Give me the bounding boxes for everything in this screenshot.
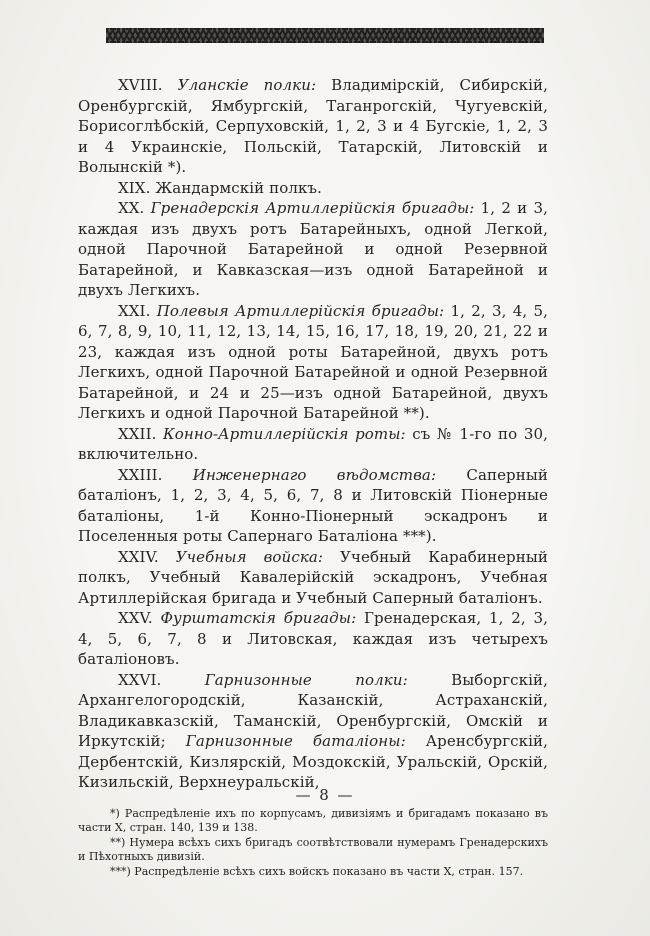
text-segment: XXI.: [118, 301, 157, 320]
footnote: [78, 836, 548, 865]
unit-category-label: Полевыя Артиллерійскія бригады:: [156, 301, 445, 320]
unit-category-label: Инженернаго вѣдомства:: [192, 465, 437, 484]
text-segment: XXV.: [118, 609, 161, 627]
footnote-text: Нумера всѣхъ сихъ бригадъ соотвѣтствовали нумерамъ Гренадерскихъ и Пѣхотныхъ дивизій.: [78, 835, 548, 863]
body-text: [78, 75, 548, 793]
text-segment: XXIV.: [118, 547, 176, 566]
unit-category-label: Фурштатскія бригады:: [160, 609, 357, 627]
text-segment: Саперный баталіонъ, 1, 2, 3, 4, 5, 6, 7, 8 и Литовскій Піонерные баталіоны, 1-й Конно-Піонерный эскадронъ и Поселенныя роты Сапернаго Баталіона ***).: [78, 465, 548, 545]
unit-category-label: Уланскіе полки:: [177, 76, 317, 94]
footnotes-block: [78, 807, 548, 880]
text-segment: XXVI.: [118, 670, 205, 689]
text-segment: Выборгскій, Архангелогородскій, Казанскій, Астраханскій, Владикавказскій, Таманскій, Оренбургскій, Омскій и Иркутскій;: [78, 670, 548, 750]
footnote: [78, 865, 548, 880]
unit-category-label: Гарнизонные полки:: [204, 670, 408, 689]
paragraph-xviii-uhlan-regiments: [78, 75, 548, 178]
text-segment: Аренсбургскій, Дербентскій, Кизлярскій, Моздокскій, Уральскій, Орскій, Кизильскій, Верхнеуральскій,: [78, 732, 548, 791]
paragraph-xxiv-training-troops: [78, 547, 548, 609]
paragraph-xxi-field-artillery-brigades: [78, 301, 548, 424]
footnote-text: Распредѣленіе ихъ по корпусамъ, дивизіямъ и бригадамъ показано въ части X, стран. 140, 139 и 138.: [78, 806, 548, 834]
paragraph-xxv-furshtat-brigades: [78, 608, 548, 670]
unit-category-label: Конно-Артиллерійскія роты:: [163, 424, 406, 443]
unit-category-label: Гарнизонные баталіоны:: [185, 732, 406, 750]
paragraph-xxvi-garrison-regiments: [78, 670, 548, 793]
text-segment: XXII.: [118, 424, 164, 443]
text-segment: 1, 2, 3, 4, 5, 6, 7, 8, 9, 10, 11, 12, 13, 14, 15, 16, 17, 18, 19, 20, 21, 22 и 23, каждая изъ одной роты Батарейной, двухъ ротъ Легкихъ, одной Парочной Батарейной и одной Резервной Батарейной, и 24 и 25—изъ одной Батарейной, двухъ Легкихъ и одной Парочной Батарейной **).: [78, 301, 548, 422]
text-segment: 1, 2 и 3, каждая изъ двухъ ротъ Батарейныхъ, одной Легкой, одной Парочной Батарейной и одной Резервной Батарейной, и Кавказская—изъ одной Батарейной и двухъ Легкихъ.: [78, 199, 548, 299]
footnote-marker: ***): [110, 864, 131, 878]
page-number: — 8 —: [295, 786, 355, 804]
paragraph-xix-gendarme-regiment: [78, 178, 548, 199]
text-segment: Учебный Карабинерный полкъ, Учебный Кавалерійскій эскадронъ, Учебная Артиллерійская бригада и Учебный Саперный баталіонъ.: [78, 547, 548, 607]
text-segment: XIX. Жандармскій полкъ.: [118, 178, 322, 197]
text-segment: съ № 1-го по 30, включительно.: [78, 424, 548, 463]
text-segment: Владимірскій, Сибирскій, Оренбургскій, Ямбургскій, Таганрогскій, Чугуевскій, Борисоглѣбскій, Серпуховскій, 1, 2, 3 и 4 Бугскіе, 1, 2, 3 и 4 Украинскіе, Польскій, Татарскій, Литовскій и Волынскій *).: [78, 76, 548, 176]
text-segment: XVIII.: [118, 76, 178, 94]
braid-ornament-border: [106, 28, 544, 43]
footnote: [78, 807, 548, 836]
paragraph-xxiii-engineer-department: [78, 465, 548, 547]
unit-category-label: Гренадерскія Артиллерійскія бригады:: [150, 199, 475, 217]
unit-category-label: Учебныя войска:: [175, 547, 324, 566]
paragraph-xx-grenadier-artillery-brigades: [78, 198, 548, 301]
text-segment: XX.: [118, 199, 151, 217]
footnote-marker: *): [110, 806, 120, 820]
footnote-text: Распредѣленіе всѣхъ сихъ войскъ показано въ части X, стран. 157.: [130, 864, 524, 878]
text-segment: XXIII.: [118, 465, 193, 484]
paragraph-xxii-horse-artillery-companies: [78, 424, 548, 465]
text-segment: Гренадерская, 1, 2, 3, 4, 5, 6, 7, 8 и Литовская, каждая изъ четырехъ баталіоновъ.: [78, 609, 549, 668]
footnote-marker: **): [110, 835, 126, 849]
